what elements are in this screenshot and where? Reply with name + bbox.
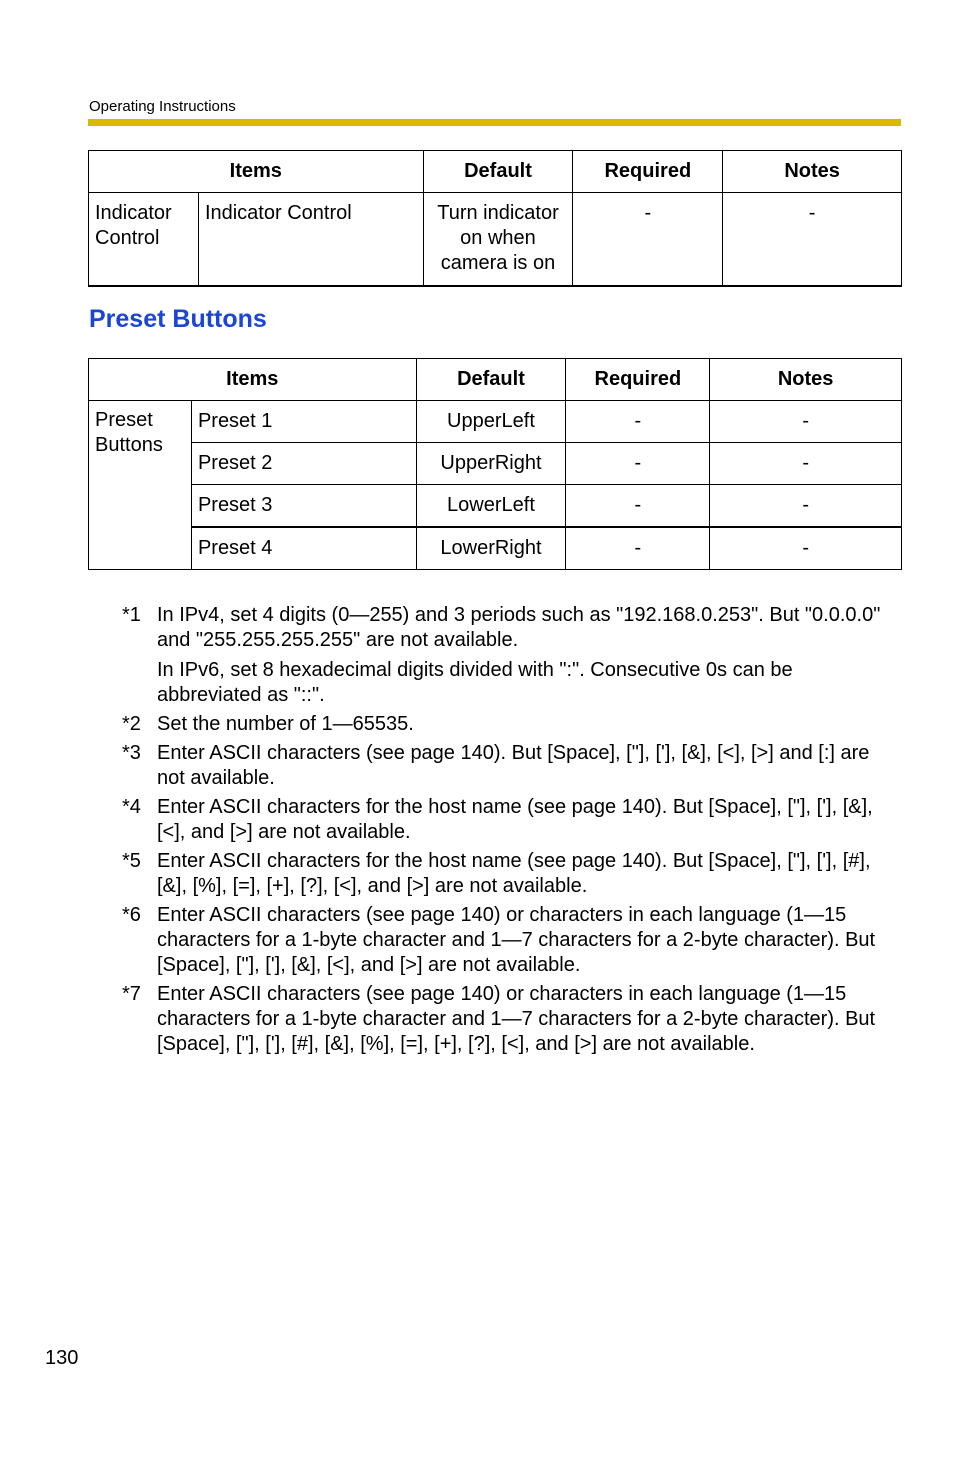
cell-default: UpperLeft <box>416 401 566 443</box>
footnote <box>122 603 902 708</box>
cell-notes: - <box>710 401 902 443</box>
header-items: Items <box>89 359 417 401</box>
header-required: Required <box>573 151 723 193</box>
header-required: Required <box>566 359 710 401</box>
footnote <box>122 712 902 737</box>
header-notes: Notes <box>723 151 902 193</box>
cell-default: Turn indicator on when camera is on <box>423 193 573 287</box>
section-title: Preset Buttons <box>89 305 267 333</box>
footnote-text: Enter ASCII characters (see page 140) or characters in each language (1—15 characters for a 1-byte character and 1—7 characters for a 2-byte character). But [Space], ["], ['], [&], [<], and [>] are not available. <box>157 904 876 976</box>
cell-notes: - <box>723 193 902 287</box>
footnote <box>122 795 902 845</box>
cell-item: Preset 2 <box>191 443 416 485</box>
footnote-marker: *1 <box>122 604 141 626</box>
table-header-row <box>89 151 902 193</box>
page-number: 130 <box>45 1347 79 1369</box>
footnote-text: In IPv4, set 4 digits (0—255) and 3 periods such as "192.168.0.253". But "0.0.0.0" and "255.255.255.255" are not available. <box>157 604 881 651</box>
footnote-subtext: In IPv6, set 8 hexadecimal digits divided with ":". Consecutive 0s can be abbreviated as "::". <box>157 659 793 706</box>
footnote-text: Enter ASCII characters (see page 140). But [Space], ["], ['], [&], [<], [>] and [:] are not available. <box>157 742 870 789</box>
cell-item: Preset 4 <box>191 527 416 570</box>
table-row <box>89 193 902 287</box>
header-rule <box>88 119 901 126</box>
cell-notes: - <box>710 485 902 528</box>
table-row <box>89 485 902 528</box>
footnote-text: Enter ASCII characters for the host name (see page 140). But [Space], ["], ['], [&], [<], and [>] are not available. <box>157 796 873 843</box>
header-items: Items <box>89 151 424 193</box>
table-row <box>89 527 902 570</box>
cell-group: Preset Buttons <box>89 401 192 570</box>
indicator-control-table <box>88 150 902 287</box>
footnote <box>122 741 902 791</box>
footnote-marker: *4 <box>122 796 141 818</box>
table-header-row <box>89 359 902 401</box>
cell-default: UpperRight <box>416 443 566 485</box>
footnote-text: Enter ASCII characters (see page 140) or characters in each language (1—15 characters for a 1-byte character and 1—7 characters for a 2-byte character). But [Space], ["], ['], [#], [&], [%], [=], [+], [?], [<], and [>] are not available. <box>157 983 876 1055</box>
cell-notes: - <box>710 443 902 485</box>
cell-item: Preset 3 <box>191 485 416 528</box>
cell-required: - <box>566 527 710 570</box>
preset-buttons-table <box>88 358 902 570</box>
table-row <box>89 443 902 485</box>
cell-required: - <box>566 485 710 528</box>
cell-group: Indicator Control <box>89 193 199 287</box>
cell-default: LowerLeft <box>416 485 566 528</box>
footnote-text: Set the number of 1—65535. <box>157 713 414 735</box>
cell-default: LowerRight <box>416 527 566 570</box>
footnote-text: Enter ASCII characters for the host name (see page 140). But [Space], ["], ['], [#], [&], [%], [=], [+], [?], [<], and [>] are not available. <box>157 850 871 897</box>
footnote-marker: *5 <box>122 850 141 872</box>
footnote <box>122 849 902 899</box>
footnote <box>122 982 902 1057</box>
footnote-marker: *6 <box>122 904 141 926</box>
running-header: Operating Instructions <box>89 98 236 115</box>
cell-item: Indicator Control <box>198 193 423 287</box>
header-default: Default <box>416 359 566 401</box>
table-row <box>89 401 902 443</box>
header-notes: Notes <box>710 359 902 401</box>
footnote-marker: *2 <box>122 713 141 735</box>
footnotes <box>122 603 902 1061</box>
cell-required: - <box>566 401 710 443</box>
footnote-marker: *3 <box>122 742 141 764</box>
cell-required: - <box>573 193 723 287</box>
cell-required: - <box>566 443 710 485</box>
footnote <box>122 903 902 978</box>
header-default: Default <box>423 151 573 193</box>
footnote-marker: *7 <box>122 983 141 1005</box>
cell-notes: - <box>710 527 902 570</box>
cell-item: Preset 1 <box>191 401 416 443</box>
